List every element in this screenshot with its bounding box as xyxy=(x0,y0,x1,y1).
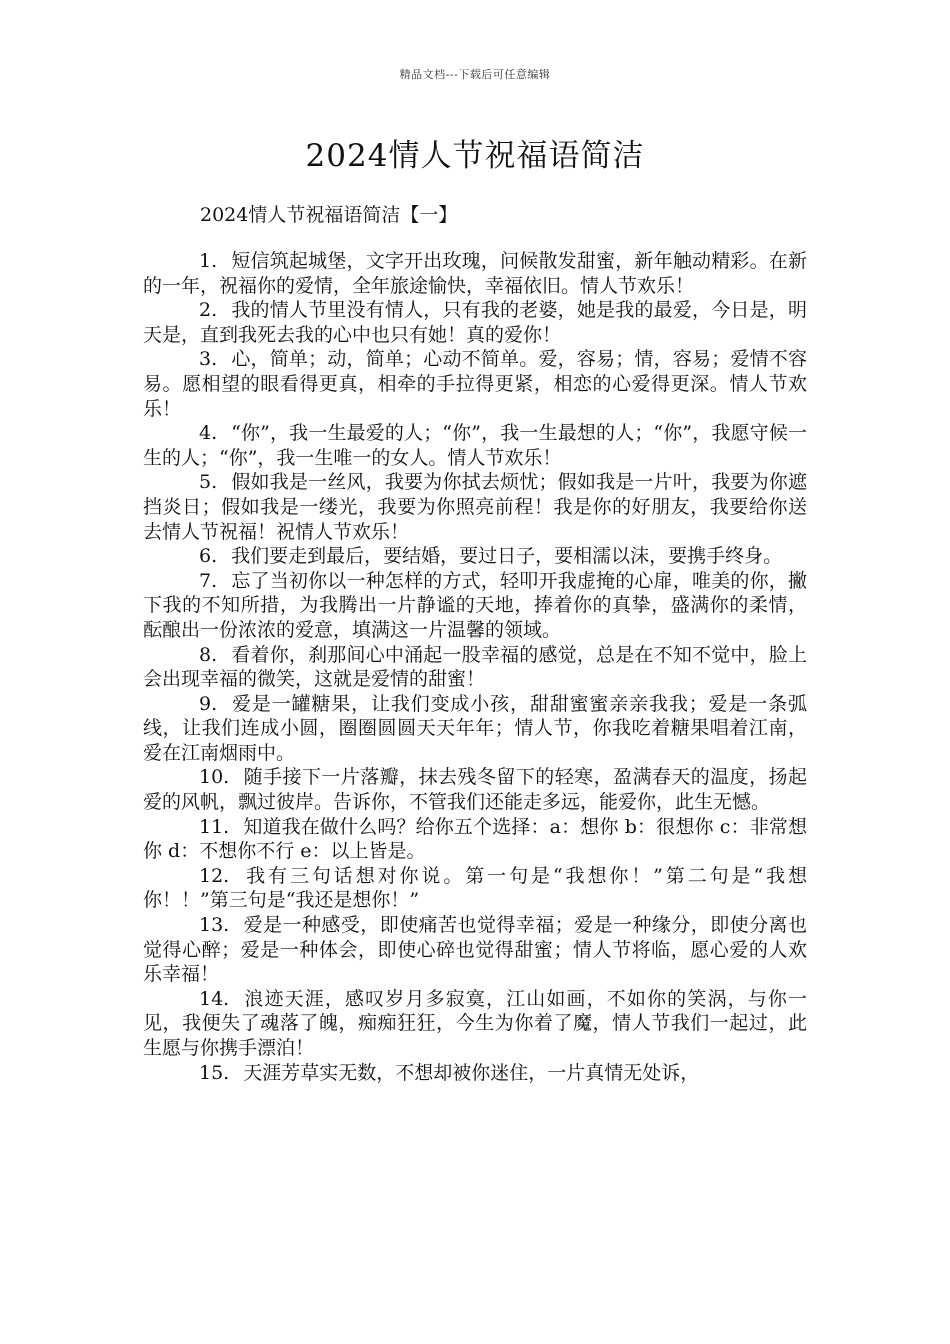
paragraph-text: 假如我是一丝风，我要为你拭去烦忧；假如我是一片叶，我要为你遮挡炎日；假如我是一缕光，我要为你照亮前程！我是你的好朋友，我要给你送去情人节祝福！祝情人节欢乐！ xyxy=(143,471,807,543)
paragraph-text: 爱是一种感受，即使痛苦也觉得幸福；爱是一种缘分，即使分离也觉得心醉；爱是一种体会，即使心碎也觉得甜蜜；情人节将临，愿心爱的人欢乐幸福！ xyxy=(143,914,807,986)
paragraph-number: 13. xyxy=(199,914,230,937)
paragraph-text: 我的情人节里没有情人，只有我的老婆，她是我的最爱，今日是，明天是，直到我死去我的心中也只有她！真的爱你！ xyxy=(143,299,807,346)
paragraph-number: 12. xyxy=(199,864,230,887)
paragraph-number: 2. xyxy=(199,299,218,322)
paragraph-number: 6. xyxy=(199,545,218,568)
paragraph-number: 15. xyxy=(199,1061,230,1084)
paragraph-3 xyxy=(143,347,807,421)
paragraph-number: 4. xyxy=(199,422,218,445)
paragraph-9 xyxy=(143,692,807,766)
paragraph-text: 忘了当初你以一种怎样的方式，轻叩开我虚掩的心扉，唯美的你，撇下我的不知所措，为我腾出一片静谧的天地，捧着你的真挚，盛满你的柔情，酝酿出一份浓浓的爱意，填满这一片温馨的领域。 xyxy=(143,569,807,641)
paragraph-number: 10. xyxy=(199,766,230,789)
paragraph-number: 9. xyxy=(199,692,218,715)
paragraph-text: 浪迹天涯，感叹岁月多寂寞，江山如画，不如你的笑涡，与你一见，我便失了魂落了魄，痴痴狂狂，今生为你着了魔，情人节我们一起过，此生愿与你携手漂泊！ xyxy=(143,987,807,1059)
paragraph-14 xyxy=(143,987,807,1061)
paragraph-12 xyxy=(143,864,807,913)
paragraph-number: 1. xyxy=(199,250,218,272)
document-title: 2024情人节祝福语简洁 xyxy=(305,138,645,174)
section-heading: 2024情人节祝福语简洁【一】 xyxy=(200,204,458,226)
paragraph-text: “你”，我一生最爱的人；“你”，我一生最想的人；“你”，我愿守候一生的人；“你”，我一生唯一的女人。情人节欢乐！ xyxy=(143,422,807,469)
paragraph-8 xyxy=(143,643,807,692)
paragraph-text: 心，简单；动，简单；心动不简单。爱，容易；情，容易；爱情不容易。愿相望的眼看得更真，相牵的手拉得更紧，相恋的心爱得更深。情人节欢乐！ xyxy=(143,348,807,420)
paragraph-5 xyxy=(143,470,807,544)
paragraph-number: 5. xyxy=(199,471,218,494)
paragraph-2 xyxy=(143,298,807,347)
paragraph-text: 随手接下一片落瓣，抹去残冬留下的轻寒，盈满春天的温度，扬起爱的风帆，飘过彼岸。告诉你，不管我们还能走多远，能爱你，此生无憾。 xyxy=(143,766,807,814)
paragraph-number: 7. xyxy=(199,569,218,592)
document-body xyxy=(143,249,807,1085)
paragraph-text: 看着你，刹那间心中涌起一股幸福的感觉，总是在不知不觉中，脸上会出现幸福的微笑，这就是爱情的甜蜜！ xyxy=(143,643,807,691)
paragraph-15 xyxy=(143,1061,807,1086)
paragraph-11 xyxy=(143,815,807,864)
paragraph-text: 天涯芳草实无数，不想却被你迷住，一片真情无处诉， xyxy=(243,1061,700,1084)
paragraph-7 xyxy=(143,569,807,643)
paragraph-number: 3. xyxy=(199,348,218,371)
paragraph-text: 我们要走到最后，要结婚，要过日子，要相濡以沫，要携手终身。 xyxy=(231,545,783,568)
paragraph-text: 我有三句话想对你说。第一句是“我想你！”第二句是“我想你！！”第三句是“我还是想你！” xyxy=(143,864,807,912)
paragraph-number: 8. xyxy=(199,643,218,666)
paragraph-text: 短信筑起城堡，文字开出玫瑰，问候散发甜蜜，新年触动精彩。在新的一年，祝福你的爱情，全年旅途愉快，幸福依旧。情人节欢乐！ xyxy=(143,250,807,297)
paragraph-text: 爱是一罐糖果，让我们变成小孩，甜甜蜜蜜亲亲我我；爱是一条弧线，让我们连成小圆，圈圈圆圆天天年年；情人节，你我吃着糖果唱着江南，爱在江南烟雨中。 xyxy=(143,692,807,764)
paragraph-number: 11. xyxy=(199,815,230,838)
paragraph-13 xyxy=(143,913,807,987)
paragraph-4 xyxy=(143,421,807,470)
page-header: 精品文档---下载后可任意编辑 xyxy=(399,68,551,81)
paragraph-10 xyxy=(143,765,807,814)
paragraph-number: 14. xyxy=(199,987,230,1010)
paragraph-1 xyxy=(143,249,807,298)
paragraph-text: 知道我在做什么吗？给你五个选择：a：想你 b：很想你 c：非常想你 d：不想你不行 e：以上皆是。 xyxy=(143,815,807,863)
paragraph-6 xyxy=(143,544,807,569)
